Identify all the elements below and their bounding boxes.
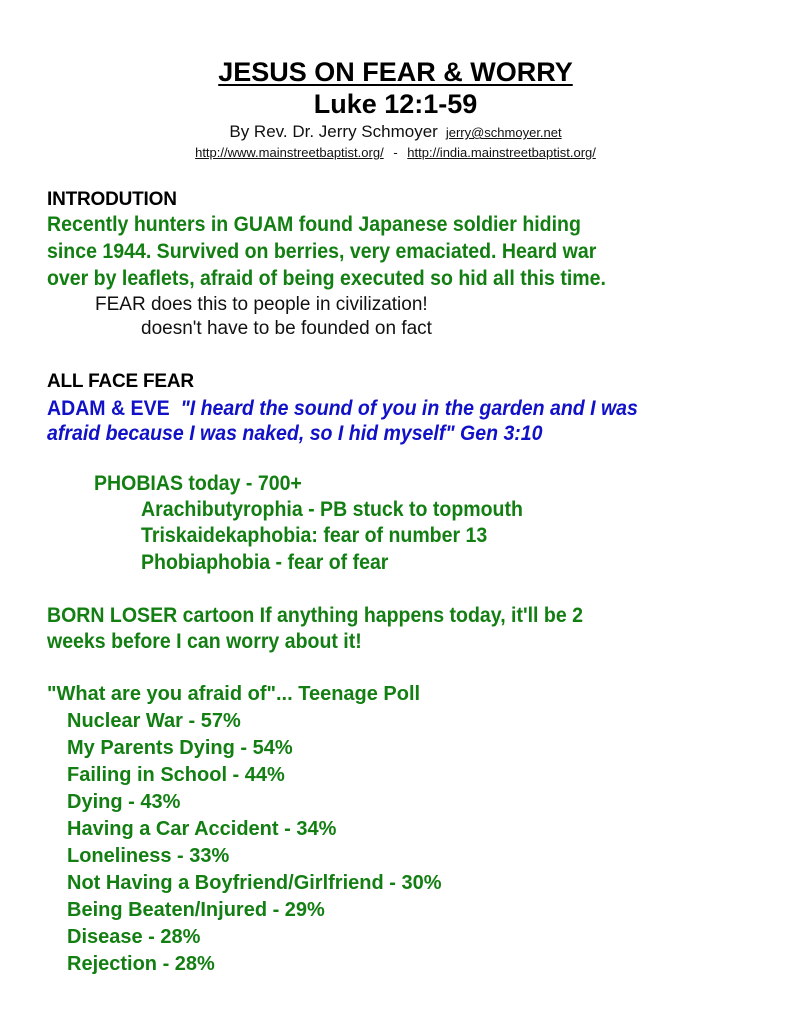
poll-heading: "What are you afraid of"... Teenage Poll <box>47 683 421 705</box>
intro-paragraph-line: since 1944. Survived on berries, very emaciated. Heard war <box>47 240 597 263</box>
poll-item: Loneliness - 33% <box>67 845 230 867</box>
author-line <box>0 122 791 143</box>
intro-note: FEAR does this to people in civilization! <box>95 294 428 315</box>
section-heading-all-face-fear: ALL FACE FEAR <box>47 371 194 392</box>
poll-item: Rejection - 28% <box>67 953 215 975</box>
website-link-india[interactable]: http://india.mainstreetbaptist.org/ <box>407 145 596 160</box>
scripture-quote-line <box>47 395 638 422</box>
section-heading-introduction: INTRODUTION <box>47 189 177 210</box>
poll-item: Failing in School - 44% <box>67 764 285 786</box>
email-link[interactable]: jerry@schmoyer.net <box>445 125 562 140</box>
poll-item: Having a Car Accident - 34% <box>67 818 337 840</box>
adam-eve-label: ADAM & EVE <box>47 397 181 420</box>
website-link-main[interactable]: http://www.mainstreetbaptist.org/ <box>195 145 384 160</box>
poll-item: Not Having a Boyfriend/Girlfriend - 30% <box>67 872 442 894</box>
poll-item: Being Beaten/Injured - 29% <box>67 899 325 921</box>
poll-item: Disease - 28% <box>67 926 201 948</box>
phobia-item: Phobiaphobia - fear of fear <box>141 551 389 574</box>
author-name: By Rev. Dr. Jerry Schmoyer <box>229 122 438 141</box>
phobias-heading: PHOBIAS today - 700+ <box>94 472 302 495</box>
poll-item: My Parents Dying - 54% <box>67 737 293 759</box>
poll-item: Dying - 43% <box>67 791 181 813</box>
intro-paragraph-line: over by leaflets, afraid of being executed so hid all this time. <box>47 267 606 290</box>
intro-paragraph-line: Recently hunters in GUAM found Japanese soldier hiding <box>47 213 581 236</box>
scripture-quote-line: afraid because I was naked, so I hid myself" Gen 3:10 <box>47 422 543 445</box>
poll-item: Nuclear War - 57% <box>67 710 241 732</box>
phobia-item: Triskaidekaphobia: fear of number 13 <box>141 524 488 547</box>
scripture-reference: Luke 12:1-59 <box>313 89 478 119</box>
intro-note-sub: doesn't have to be founded on fact <box>141 318 432 339</box>
website-links <box>0 145 791 161</box>
born-loser-line: BORN LOSER cartoon If anything happens today, it'll be 2 <box>47 604 583 627</box>
phobia-item: Arachibutyrophia - PB stuck to topmouth <box>141 498 523 521</box>
quote-text: "I heard the sound of you in the garden and I was <box>180 397 638 420</box>
born-loser-line: weeks before I can worry about it! <box>47 630 362 653</box>
page-title: JESUS ON FEAR & WORRY <box>218 57 573 87</box>
link-separator: - <box>393 145 398 160</box>
